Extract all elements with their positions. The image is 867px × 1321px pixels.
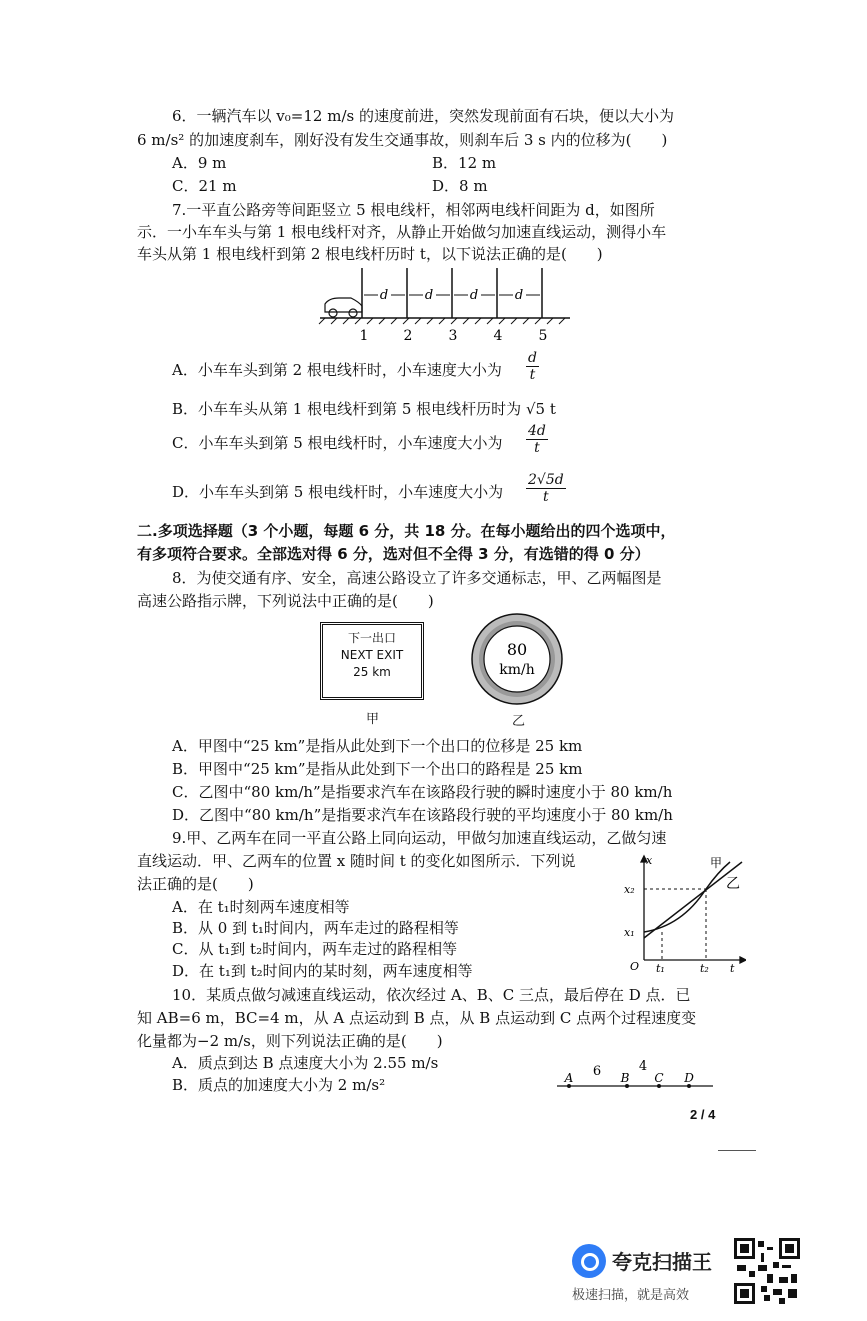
yi-label: 乙 [726, 876, 740, 892]
sign-yi-line2: km/h [499, 662, 535, 678]
pole-number-2: 2 [403, 328, 413, 344]
x-axis-label: t [730, 962, 735, 974]
car-icon [325, 298, 362, 317]
sign-jia-line2: NEXT EXIT [340, 648, 404, 662]
sign-jia-caption: 甲 [366, 712, 380, 727]
sign-yi-caption: 乙 [512, 714, 526, 729]
q6-option-a: A．9 m [172, 154, 227, 172]
x1-label: x₁ [624, 926, 635, 939]
q8-option-a: A．甲图中“25 km”是指从此处到下一个出口的位移是 25 km [172, 737, 583, 755]
q6-option-b: B．12 m [432, 154, 497, 172]
pole-number-4: 4 [493, 328, 503, 344]
q6-option-c: C．21 m [172, 177, 237, 195]
q7-option-a-fraction: $\frac{d}{t}$ [528, 350, 537, 383]
sign-jia-line1: 下一出口 [347, 631, 396, 645]
q7-line2: 示．一小车车头与第 1 根电线杆对齐，从静止开始做匀加速直线运动，测得小车 [137, 223, 667, 241]
y-axis-label: x [646, 854, 653, 867]
quark-logo-icon [572, 1244, 606, 1278]
sign-yi [470, 612, 564, 706]
q8-option-c: C．乙图中“80 km/h”是指要求汽车在该路段行驶的瞬时速度小于 80 km/h [172, 783, 673, 801]
q9-line2: 直线运动．甲、乙两车的位置 x 随时间 t 的变化如图所示．下列说 [137, 852, 576, 870]
t2-label: t₂ [700, 962, 709, 974]
q9-line3: 法正确的是( ) [137, 875, 254, 893]
divider [718, 1150, 756, 1151]
t1-label: t₁ [656, 962, 665, 974]
q9-option-a: A．在 t₁时刻两车速度相等 [172, 898, 350, 916]
q9-option-d: D．在 t₁到 t₂时间内的某时刻，两车速度相等 [172, 962, 473, 980]
q6-line1: 6．一辆汽车以 v₀=12 m/s 的速度前进，突然发现前面有石块，便以大小为 [172, 107, 674, 125]
x2-label: x₂ [624, 883, 635, 896]
ab-handwritten: 6 [592, 1064, 602, 1079]
point-c-label: C [654, 1071, 664, 1085]
q7-option-d: D．小车车头到第 5 根电线杆时，小车速度大小为 [172, 483, 504, 501]
q9-option-b: B．从 0 到 t₁时间内，两车走过的路程相等 [172, 919, 459, 937]
q7-option-a: A．小车车头到第 2 根电线杆时，小车速度大小为 [172, 361, 502, 379]
q9-xt-graph [622, 852, 746, 974]
q10-line3: 化量都为−2 m/s，则下列说法正确的是( ) [137, 1032, 443, 1050]
sign-yi-line1: 80 [506, 640, 528, 659]
point-b-label: B [620, 1071, 630, 1085]
q7-option-b: B．小车车头从第 1 根电线杆到第 5 根电线杆历时为 √5 t [172, 400, 556, 418]
pole-number-3: 3 [448, 328, 458, 344]
q10-line2: 知 AB=6 m，BC=4 m，从 A 点运动到 B 点，从 B 点运动到 C 点两个过程速度变 [137, 1009, 697, 1027]
watermark-title: 夸克扫描王 [612, 1250, 712, 1274]
watermark-subtitle: 极速扫描，就是高效 [572, 1288, 690, 1303]
q10-line-figure [555, 1058, 715, 1094]
q7-line1: 7.一平直公路旁等间距竖立 5 根电线杆，相邻两电线杆间距为 d，如图所 [172, 201, 655, 219]
q6-line2: 6 m/s² 的加速度刹车，刚好没有发生交通事故，则刹车后 3 s 内的位移为( ) [137, 131, 668, 149]
q7-option-d-fraction: $\frac{2√5d}{t}$ [528, 472, 564, 505]
sign-jia-line3: 25 km [353, 665, 391, 679]
q9-line1: 9.甲、乙两车在同一平直公路上同向运动，甲做匀加速直线运动，乙做匀速 [172, 829, 667, 847]
q7-line3: 车头从第 1 根电线杆到第 2 根电线杆历时 t，以下说法正确的是( ) [137, 245, 603, 263]
pole-number-5: 5 [538, 328, 548, 344]
q8-option-d: D．乙图中“80 km/h”是指要求汽车在该路段行驶的平均速度小于 80 km/h [172, 806, 673, 824]
q8-option-b: B．甲图中“25 km”是指从此处到下一个出口的路程是 25 km [172, 760, 583, 778]
jia-curve [644, 862, 730, 932]
q10-option-b: B．质点的加速度大小为 2 m/s² [172, 1076, 386, 1094]
yi-line [644, 862, 742, 938]
qr-code-icon [734, 1238, 800, 1304]
gap-label-4: d [514, 288, 524, 303]
q10-line1: 10．某质点做匀减速直线运动，依次经过 A、B、C 三点，最后停在 D 点．已 [172, 986, 691, 1004]
section2-heading-line2: 有多项符合要求。全部选对得 6 分，选对但不全得 3 分，有选错的得 0 分） [137, 545, 650, 563]
point-d-label: D [684, 1071, 694, 1085]
q10-option-a: A．质点到达 B 点速度大小为 2.55 m/s [172, 1054, 439, 1072]
bc-handwritten: 4 [638, 1059, 648, 1074]
jia-label: 甲 [710, 856, 723, 870]
section2-heading-line1: 二.多项选择题（3 个小题，每题 6 分，共 18 分。在每小题给出的四个选项中， [137, 522, 676, 540]
q8-line2: 高速公路指示牌，下列说法中正确的是( ) [137, 592, 434, 610]
q7-option-c-fraction: $\frac{4d}{t}$ [528, 423, 546, 456]
point-a-label: A [564, 1071, 574, 1085]
q7-option-c: C．小车车头到第 5 根电线杆时，小车速度大小为 [172, 434, 503, 452]
q7-pole-figure [315, 268, 575, 346]
page-number: 2 / 4 [690, 1107, 716, 1122]
q8-line1: 8．为使交通有序、安全，高速公路设立了许多交通标志，甲、乙两幅图是 [172, 569, 662, 587]
pole-number-1: 1 [359, 328, 369, 344]
gap-label-3: d [469, 288, 479, 303]
gap-label-2: d [424, 288, 434, 303]
origin-label: O [630, 960, 640, 973]
q9-option-c: C．从 t₁到 t₂时间内，两车走过的路程相等 [172, 940, 458, 958]
q6-option-d: D．8 m [432, 177, 488, 195]
gap-label-1: d [379, 288, 389, 303]
